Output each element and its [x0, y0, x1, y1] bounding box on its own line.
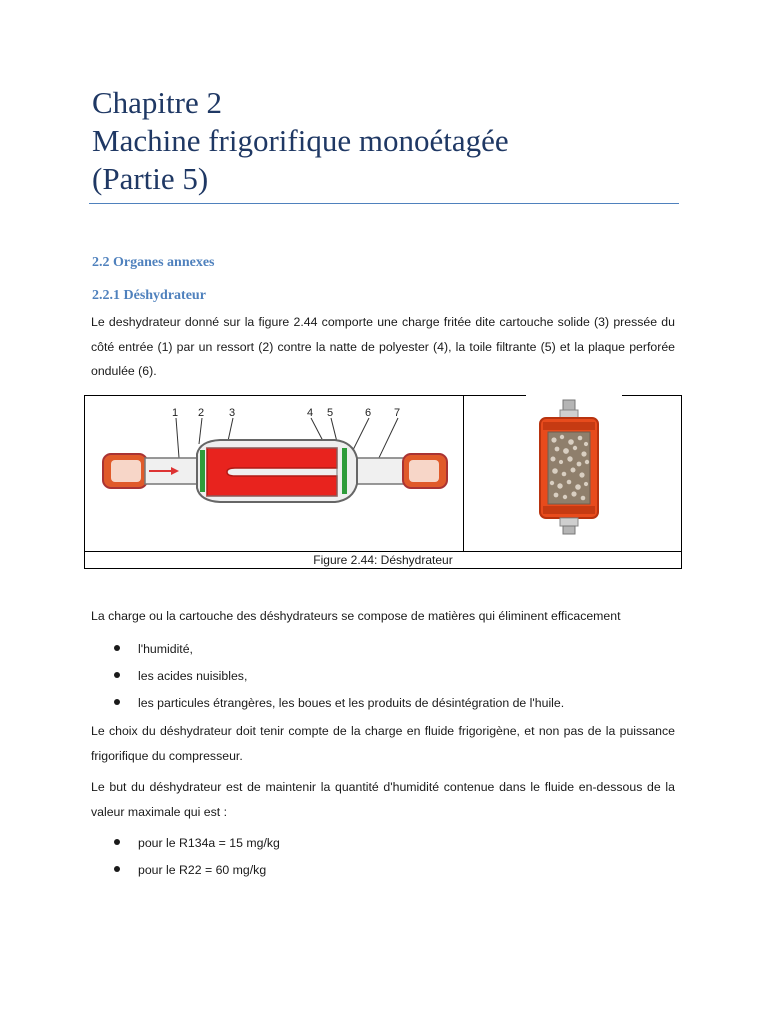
dehydrator-photo-bottom-fitting	[560, 518, 578, 534]
chapter-title	[92, 84, 692, 198]
filter-mesh	[342, 448, 347, 494]
diagram-label-6: 6	[365, 407, 372, 419]
valeurs-list	[114, 833, 674, 887]
list-item: les acides nuisibles,	[114, 666, 674, 693]
bullet-icon	[114, 866, 120, 872]
dehydrator-photo-top-fitting	[560, 400, 578, 418]
figure-caption: Figure 2.44: Déshydrateur	[85, 551, 681, 569]
chapter-number: Chapitre 2	[92, 85, 222, 120]
section-heading: 2.2 Organes annexes	[92, 255, 215, 270]
bullet-icon	[114, 672, 120, 678]
subsection-heading: 2.2.1 Déshydrateur	[92, 288, 206, 303]
choix-paragraph: Le choix du déshydrateur doit tenir compte de la charge en fluide frigorigène, et non pas de la puissance frigorifique du compresseur.	[91, 724, 675, 763]
but-paragraph: Le but du déshydrateur est de maintenir la quantité d'humidité contenue dans le fluide en-dessous de la valeur maximale qui est :	[91, 780, 675, 819]
diagram-label-4: 4	[307, 407, 314, 419]
diagram-label-2: 2	[198, 407, 205, 419]
dehydrator-cross-section-diagram	[85, 396, 463, 551]
diagram-label-1: 1	[172, 407, 179, 419]
bullet-icon	[114, 645, 120, 651]
list-item: pour le R134a = 15 mg/kg	[114, 833, 674, 860]
dehydrator-photo-cell	[464, 396, 681, 551]
bullet-icon	[114, 839, 120, 845]
inlet-fitting	[103, 454, 205, 488]
outlet-fitting	[355, 454, 447, 488]
charge-paragraph: La charge ou la cartouche des déshydrateurs se compose de matières qui éliminent efficacement	[91, 609, 621, 623]
diagram-label-5: 5	[327, 407, 334, 419]
chapter-part: (Partie 5)	[92, 161, 209, 196]
title-divider	[89, 203, 679, 204]
matieres-list	[114, 639, 674, 720]
dehydrator-photo	[464, 396, 681, 551]
chapter-name: Machine frigorifique monoétagée	[92, 123, 509, 158]
list-item: les particules étrangères, les boues et les produits de désintégration de l'huile.	[114, 693, 674, 720]
list-item: l'humidité,	[114, 639, 674, 666]
dehydrator-diagram-cell	[85, 396, 464, 551]
intro-paragraph: Le deshydrateur donné sur la figure 2.44 comporte une charge fritée dite cartouche solide (3) pressée du côté entrée (1) par un ressort (2) contre la natte de polyester (4), la toile filtrante (5) et la plaque perforée ondulée (6).	[91, 315, 675, 378]
bullet-icon	[114, 699, 120, 705]
list-item: pour le R22 = 60 mg/kg	[114, 860, 674, 887]
diagram-label-7: 7	[394, 407, 401, 419]
diagram-label-3: 3	[229, 407, 236, 419]
figure-table	[84, 395, 682, 569]
